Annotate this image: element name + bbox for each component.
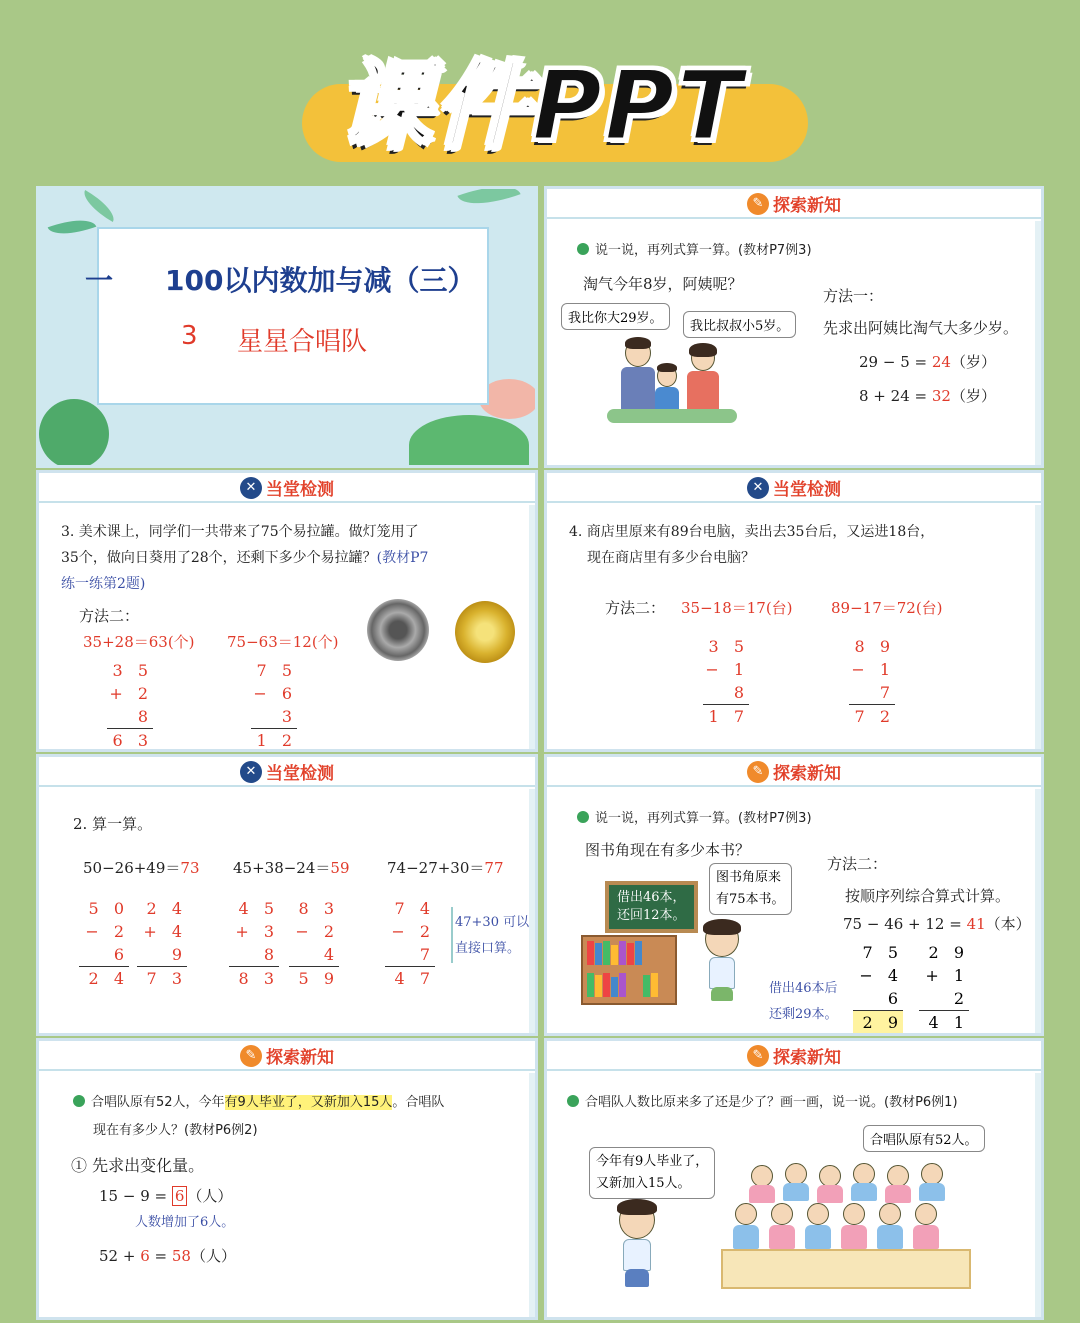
leaf-decoration: [457, 186, 520, 215]
check-icon: ✕: [240, 761, 262, 783]
equation: 8 + 24 = 32（岁）: [859, 387, 996, 405]
equation: 35−18＝17(台): [681, 599, 793, 617]
slide-edge: [1035, 1073, 1041, 1317]
vertical-calculation: 2 9 + 1 2 4 1: [919, 941, 969, 1034]
section-badge: ✕ 当堂检测: [747, 475, 841, 500]
slide-header: [39, 473, 535, 503]
slide-header: [39, 757, 535, 787]
pencil-icon: ✎: [747, 193, 769, 215]
lesson-number: 3: [181, 321, 198, 351]
unit-number: 一: [85, 264, 114, 297]
section-badge: ✕ 当堂检测: [240, 759, 334, 784]
slide-check-problem3[interactable]: [36, 470, 538, 752]
slide-edge: [1035, 505, 1041, 749]
slide-prompt: 说一说，再列式算一算。(教材P7例3): [577, 239, 812, 258]
question-text: 淘气今年8岁，阿姨呢？: [583, 275, 743, 293]
slide-explore-example2[interactable]: [36, 1038, 538, 1320]
check-icon: ✕: [240, 477, 262, 499]
equation: 45+38−24＝59: [233, 859, 350, 877]
slide-header: [547, 1041, 1041, 1071]
problem-text: 4. 商店里原来有89台电脑，卖出去35台后，又运进18台，: [569, 524, 935, 540]
vertical-calculation: 8 9 − 1 7 7 2: [849, 635, 895, 728]
problem-text: 2. 算一算。: [73, 815, 153, 833]
equation: 75 − 46 + 12 = 41（本）: [843, 915, 1031, 933]
slide-header: [39, 1041, 535, 1071]
note-text: 借出46本后: [769, 981, 838, 996]
slide-edge: [1035, 221, 1041, 465]
boy-illustration: [699, 921, 745, 1011]
choir-illustration: [721, 1161, 971, 1289]
slide-explore-method2[interactable]: [544, 754, 1044, 1036]
page-header: [0, 0, 1080, 180]
vertical-calculation: 8 3 − 2 4 5 9: [289, 897, 339, 990]
slide-header: [547, 189, 1041, 219]
slide-check-problem2[interactable]: [36, 754, 538, 1036]
page-title: 课件PPT: [335, 50, 745, 162]
vertical-calculation: 7 4 − 2 7 4 7: [385, 897, 435, 990]
equation: 15 − 9 = 6 （人）: [99, 1187, 233, 1205]
step-label: ① 先求出变化量。: [71, 1156, 205, 1175]
problem-text: 3. 美术课上，同学们一共带来了75个易拉罐。做灯笼用了: [61, 524, 419, 540]
problem-text: 现在商店里有多少台电脑？: [587, 550, 755, 566]
slide-header: [547, 757, 1041, 787]
method-description: 按顺序列综合算式计算。: [845, 887, 1011, 905]
vertical-calculation: 7 5 − 4 6 2 9: [853, 941, 903, 1034]
method-description: 先求出阿姨比淘气大多少岁。: [823, 319, 1019, 337]
equation: 52 + 6 = 58（人）: [99, 1247, 236, 1265]
cover-title-box: [85, 227, 489, 405]
vertical-calculation: 7 5 − 6 3 1 2: [251, 659, 297, 752]
bookshelf-illustration: [581, 935, 677, 1005]
slide-edge: [529, 1073, 535, 1317]
equation: 29 − 5 = 24（岁）: [859, 353, 996, 371]
slide-prompt: 合唱队原有52人，今年有9人毕业了，又新加入15人。合唱队: [73, 1091, 444, 1110]
equation: 74−27+30＝77: [387, 859, 504, 877]
vertical-calculation: 5 0 − 2 6 2 4: [79, 897, 129, 990]
check-icon: ✕: [747, 477, 769, 499]
speech-bubble: 今年有9人毕业了， 又新加入15人。: [589, 1147, 715, 1199]
method-label: 方法二：: [605, 599, 666, 617]
lesson-title: 星星合唱队: [237, 327, 368, 357]
equation: 89−17＝72(台): [831, 599, 943, 617]
slide-prompt: 合唱队人数比原来多了还是少了？画一画，说一说。(教材P6例1): [567, 1091, 958, 1110]
problem-text: 35个，做向日葵用了28个，还剩下多少个易拉罐？(教材P7: [61, 550, 429, 566]
slide-prompt: 现在有多少人？(教材P6例2): [93, 1123, 258, 1138]
unit-title: 100以内数加与减（三）: [165, 264, 476, 297]
pencil-icon: ✎: [240, 1045, 262, 1067]
vertical-calculation: 3 5 + 2 8 6 3: [107, 659, 153, 752]
bush-decoration: [409, 415, 529, 468]
section-badge: ✎ 探索新知: [240, 1043, 334, 1068]
note-text: 直接口算。: [455, 941, 521, 956]
vertical-calculation: 2 4 + 4 9 7 3: [137, 897, 187, 990]
pencil-icon: ✎: [747, 761, 769, 783]
speech-bubble: 图书角原来 有75本书。: [709, 863, 792, 915]
speech-bubble: 我比你大29岁。: [561, 303, 670, 330]
section-badge: ✕ 当堂检测: [240, 475, 334, 500]
leaf-decoration: [78, 190, 120, 222]
question-text: 图书角现在有多少本书？: [585, 841, 751, 859]
method-label: 方法一：: [823, 287, 884, 305]
method-label: 方法二：: [827, 855, 888, 873]
family-illustration: [607, 339, 737, 439]
note-text: 人数增加了6人。: [135, 1215, 235, 1230]
note-text: 还剩29本。: [769, 1007, 838, 1022]
section-badge: ✎ 探索新知: [747, 191, 841, 216]
speech-bubble: 我比叔叔小5岁。: [683, 311, 796, 338]
section-badge: ✎ 探索新知: [747, 759, 841, 784]
boy-illustration: [613, 1201, 663, 1297]
vertical-calculation: 4 5 + 3 8 8 3: [229, 897, 279, 990]
textbook-reference: 练一练第2题): [61, 576, 146, 592]
section-badge: ✎ 探索新知: [747, 1043, 841, 1068]
slide-edge: [1035, 789, 1041, 1033]
bush-decoration: [39, 399, 109, 468]
equation: 50−26+49＝73: [83, 859, 200, 877]
slide-check-problem4[interactable]: [544, 470, 1044, 752]
pencil-icon: ✎: [747, 1045, 769, 1067]
lantern-illustration: [455, 601, 515, 663]
slide-prompt: 说一说，再列式算一算。(教材P7例3): [577, 807, 812, 826]
equation: 35+28＝63(个): [83, 633, 195, 651]
chalkboard: 借出46本， 还回12本。: [605, 881, 698, 933]
slide-cover[interactable]: [36, 186, 538, 468]
method-label: 方法二：: [79, 607, 140, 625]
leaf-decoration: [48, 212, 97, 243]
slide-explore-example1[interactable]: [544, 1038, 1044, 1320]
slide-edge: [529, 505, 535, 749]
slide-explore-method1[interactable]: [544, 186, 1044, 468]
note-text: 47+30 可以: [455, 915, 530, 930]
sunflower-illustration: [367, 599, 429, 661]
equation: 75−63＝12(个): [227, 633, 339, 651]
vertical-calculation: 3 5 − 1 8 1 7: [703, 635, 749, 728]
speech-bubble: 合唱队原有52人。: [863, 1125, 985, 1152]
slide-header: [547, 473, 1041, 503]
